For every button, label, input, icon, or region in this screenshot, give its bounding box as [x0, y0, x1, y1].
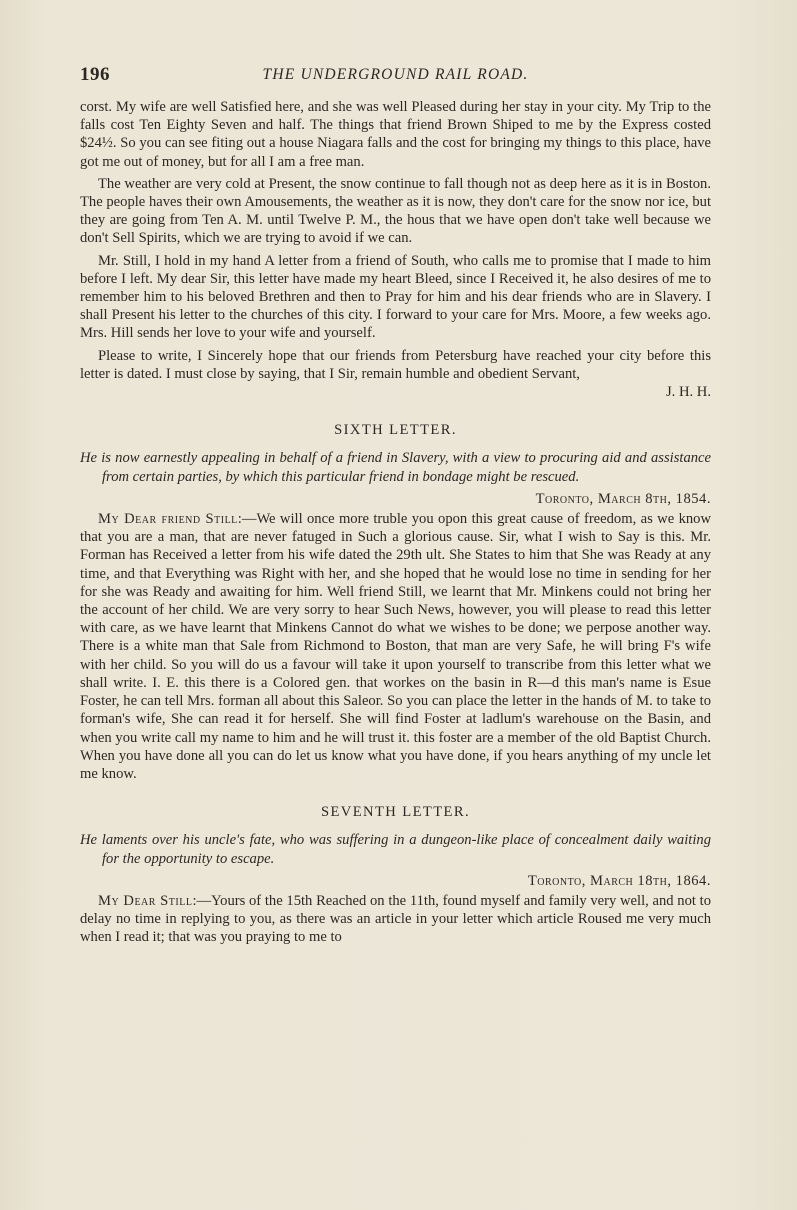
running-title: THE UNDERGROUND RAIL ROAD.	[262, 66, 529, 83]
sixth-letter-summary: He is now earnestly appealing in behalf of a friend in Slavery, with a view to procuring aid and assistance from certain parties, by which this particular friend in bondage might be rescued.	[80, 450, 711, 485]
sixth-letter-dateline: Toronto, March 8th, 1854.	[535, 490, 711, 507]
sixth-letter-text: :—We will once more truble you opon this great cause of freedom, as we know that you are a man, that are never fatuged in Such a glorious cause. Sir, what I wish to Say is this. Mr. Forman has Received a letter from his wife dated the 29th ult. She States to him that She was Ready at any time, and that Everything was Right with her, and she hoped that he would lose no time in sending for her for she was Ready and awaiting for him. Well friend Still, we learnt that Mr. Minkens could not bring her the account of her child. We are very sorry to hear Such News, however, you will please to read this letter with care, as we have learnt that Minkens Cannot do what we wishes to be done; we perpose another way. There is a white man that Sale from Richmond to Boston, that man are very Safe, he will bring F's wife with her child. So you will do us a favour will take it upon yourself to transcribe from this letter what we shall write. I. E. this there is a Colored gen. that workes on the basin in R—d this man's name is Esue Foster, he can tell Mrs. forman all about this Saleor. So you can place the letter in the hands of M. to take to forman's wife, She can read it for herself. She will find Foster at ladlum's warehouse on the Basin, and when you write call my name to him and he will trust it. this foster are a member of the old Baptist Church. When you have done all you can do let us know what you have done, if you hears anything of my uncle let me know.	[80, 511, 711, 782]
seventh-letter-heading: SEVENTH LETTER.	[320, 804, 471, 821]
running-head	[80, 62, 711, 92]
letter5-paragraph-3: Mr. Still, I hold in my hand A letter from a friend of South, who calls me to promise that I made to him before I left. My dear Sir, this letter have made my heart Bleed, since I Received it, he also desires of me to remember him to his beloved Brethren and then to Pray for him and his dear friends who are in Slavery. I shall Present his letter to the churches of this city. I forward to your care for Mrs. Moore, a few weeks ago. Mrs. Hill sends her love to your wife and yourself.	[80, 252, 711, 342]
sixth-letter-salutation: My Dear friend Still	[98, 511, 238, 528]
seventh-letter-body	[80, 892, 711, 947]
seventh-letter-dateline: Toronto, March 18th, 1864.	[527, 872, 711, 889]
seventh-letter-text: :—Yours of the 15th Reached on the 11th, found myself and family very well, and not to delay no time in replying to you, as there was an article in your letter which article Roused me very much when I read it; that was you praying to me to	[80, 892, 711, 946]
page-number: 196	[80, 64, 110, 85]
seventh-letter-summary: He laments over his uncle's fate, who was suffering in a dungeon-like place of concealment daily waiting for the opportunity to escape.	[80, 832, 711, 867]
letter5-signature: J. H. H.	[666, 384, 711, 401]
sixth-letter-body	[80, 510, 711, 783]
seventh-letter-salutation: My Dear Still	[98, 892, 193, 909]
page-body	[80, 98, 711, 947]
letter5-paragraph-4: Please to write, I Sincerely hope that our friends from Petersburg have reached your city before this letter is dated. I must close by saying, that I Sir, remain humble and obedient Servant,	[80, 347, 711, 382]
letter5-paragraph-2: The weather are very cold at Present, the snow continue to fall though not as deep here as it is in Boston. The people haves their own Amousements, the weather as it is now, they don't care for the snow nor ice, but they are going from Ten A. M. until Twelve P. M., the hous that we have open don't take well because we don't Sell Spirits, which we are trying to avoid if we can.	[80, 175, 711, 247]
letter5-signature-row	[80, 383, 711, 401]
sixth-letter-heading: SIXTH LETTER.	[334, 422, 457, 439]
letter5-paragraph-1: corst. My wife are well Satisfied here, and she was well Pleased during her stay in your city. My Trip to the falls cost Ten Eighty Seven and half. The things that friend Brown Shiped to me by the Express costed $24½. So you can see fiting out a house Niagara falls and the cost for bringing my things to this place, have got me out of money, but for all I am a free man.	[80, 99, 711, 170]
